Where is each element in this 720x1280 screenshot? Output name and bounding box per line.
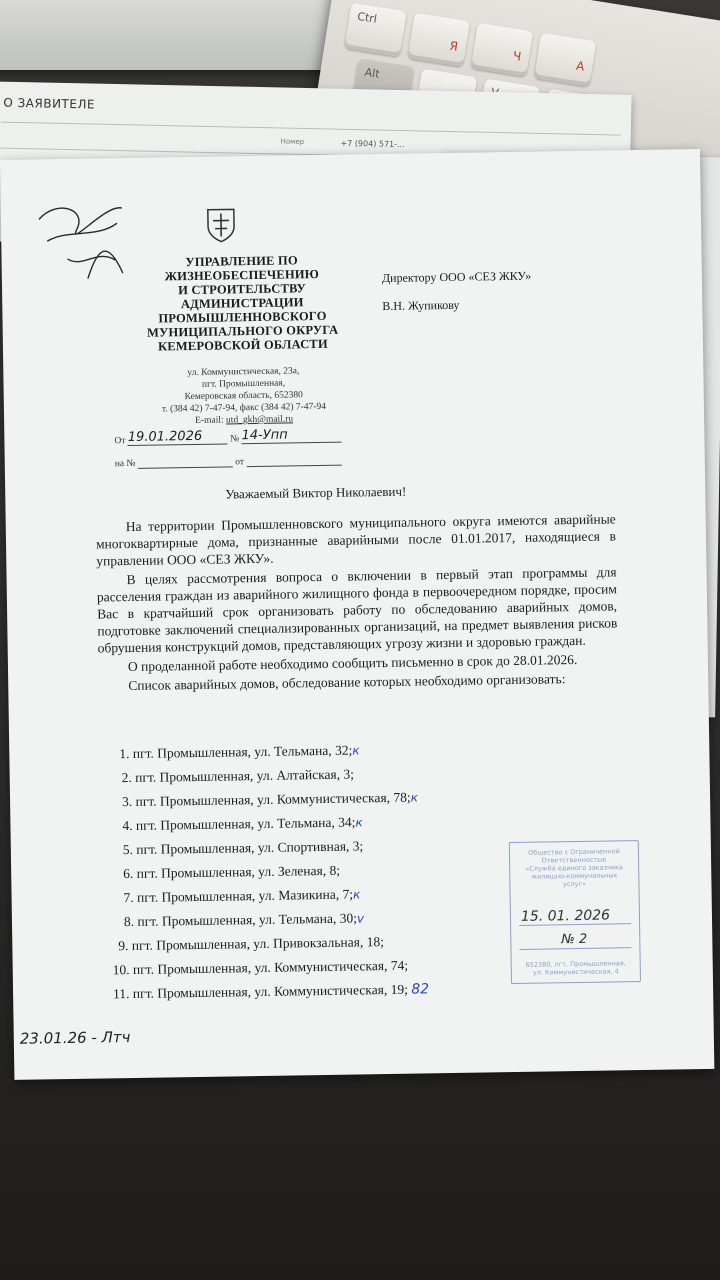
- paragraph: В целях рассмотрения вопроса о включении в первый этап программы для расселения граждан из аварийного жилищного фонда в первоочередном порядке, просим Вас в кратчайший срок организовать работу по обследованию аварийных домов, подготовке заключений специализированных организаций, на предмет выявления рисков обрушения конструкций домов, представляющих угрозу жизни и здоровью граждан.: [96, 564, 618, 656]
- check-mark: к: [352, 743, 360, 758]
- key-a: А: [534, 33, 597, 87]
- paragraph: Список аварийных домов, обследование которых необходимо организовать:: [128, 671, 566, 694]
- registration-stamp: [509, 840, 641, 984]
- stamp-number: № 2: [561, 931, 588, 948]
- monitor-stand: [0, 0, 350, 70]
- paragraph: На территории Промышленновского муниципального округа имеются аварийные многоквартирные дома, признанные аварийными после 01.01.2017, находящиеся в управлении ООО «СЕЗ ЖКУ».: [95, 511, 617, 569]
- check-mark: 82: [411, 981, 430, 998]
- check-mark: v: [356, 911, 365, 926]
- letter-body: [96, 510, 619, 694]
- list-item: 7. пгт. Промышленная, ул. Мазикина, 7;к: [123, 886, 361, 906]
- paragraph: О проделанной работе необходимо сообщить письменно в срок до 28.01.2026.: [127, 651, 578, 675]
- list-item: 3. пгт. Промышленная, ул. Коммунистическая, 78;к: [121, 789, 418, 810]
- check-mark: к: [352, 887, 361, 902]
- handwritten-note: 23.01.26 - Лтч: [19, 1028, 131, 1048]
- addressee: Директору ООО «СЕЗ ЖКУ» В.Н. Жупикову: [381, 268, 532, 314]
- list-item: 4. пгт. Промышленная, ул. Тельмана, 34;к: [122, 814, 363, 834]
- form-rule: [1, 122, 621, 136]
- list-item: 10. пгт. Промышленная, ул. Коммунистическая, 74;: [112, 957, 409, 978]
- greeting: Уважаемый Виктор Николаевич!: [225, 483, 407, 502]
- list-item: 8. пгт. Промышленная, ул. Тельмана, 30;v: [123, 910, 365, 930]
- form-title: О ЗАЯВИТЕЛЕ: [3, 95, 96, 112]
- list-item: 2. пгт. Промышленная, ул. Алтайская, 3;: [121, 766, 355, 786]
- stamp-address: 652380, пгт. Промышленная, ул. Коммунистическая, 4: [525, 959, 626, 977]
- stamp-org: Общество с Ограниченной Ответственностью «Служба единого заказчика жилищно-коммунальных услуг»: [525, 847, 624, 889]
- key-alt: Alt: [352, 58, 415, 112]
- list-item: 5. пгт. Промышленная, ул. Спортивная, 3;: [122, 838, 364, 858]
- list-item: 9. пгт. Промышленная, ул. Привокзальная, 18;: [118, 934, 385, 954]
- form-phone-label: Номер: [280, 137, 305, 146]
- list-item: 1. пгт. Промышленная, ул. Тельмана, 32;к: [119, 742, 360, 762]
- org-name: УПРАВЛЕНИЕ ПО ЖИЗНЕОБЕСПЕЧЕНИЮ И СТРОИТЕЛЬСТВУ АДМИНИСТРАЦИИ ПРОМЫШЛЕННОВСКОГО МУНИЦИПАЛЬНОГО ОКРУГА КЕМЕРОВСКОЙ ОБЛАСТИ: [146, 253, 339, 354]
- key-ctrl: Ctrl: [344, 3, 407, 57]
- stamp-date: 15. 01. 2026: [520, 907, 611, 925]
- email-link: utd_gkh@mail.ru: [225, 414, 294, 426]
- coat-of-arms-icon: [206, 206, 237, 242]
- check-mark: к: [355, 815, 363, 830]
- ref-date: 19.01.2026: [127, 428, 203, 446]
- form-phone: +7 (904) 571-...: [340, 138, 405, 150]
- key-ch: Ч: [471, 23, 534, 77]
- ref-number: 14-Упп: [241, 427, 288, 444]
- check-mark: к: [410, 790, 418, 805]
- org-address: ул. Коммунистическая, 23а, пгт. Промышленная, Кемеровская область, 652380 т. (384 42) 7-47-94, факс (384 42) 7-47-94 E-mail: utd_gkh@mail.ru: [161, 366, 327, 426]
- list-item: 11. пгт. Промышленная, ул. Коммунистическая, 19; 82: [112, 981, 430, 1002]
- official-letter: [0, 149, 714, 1080]
- key-ya: Я: [408, 13, 471, 67]
- incoming-reference: на № от: [115, 455, 342, 470]
- outgoing-reference: От 19.01.2026 № 14-Упп: [114, 427, 341, 447]
- list-item: 6. пгт. Промышленная, ул. Зеленая, 8;: [123, 862, 341, 882]
